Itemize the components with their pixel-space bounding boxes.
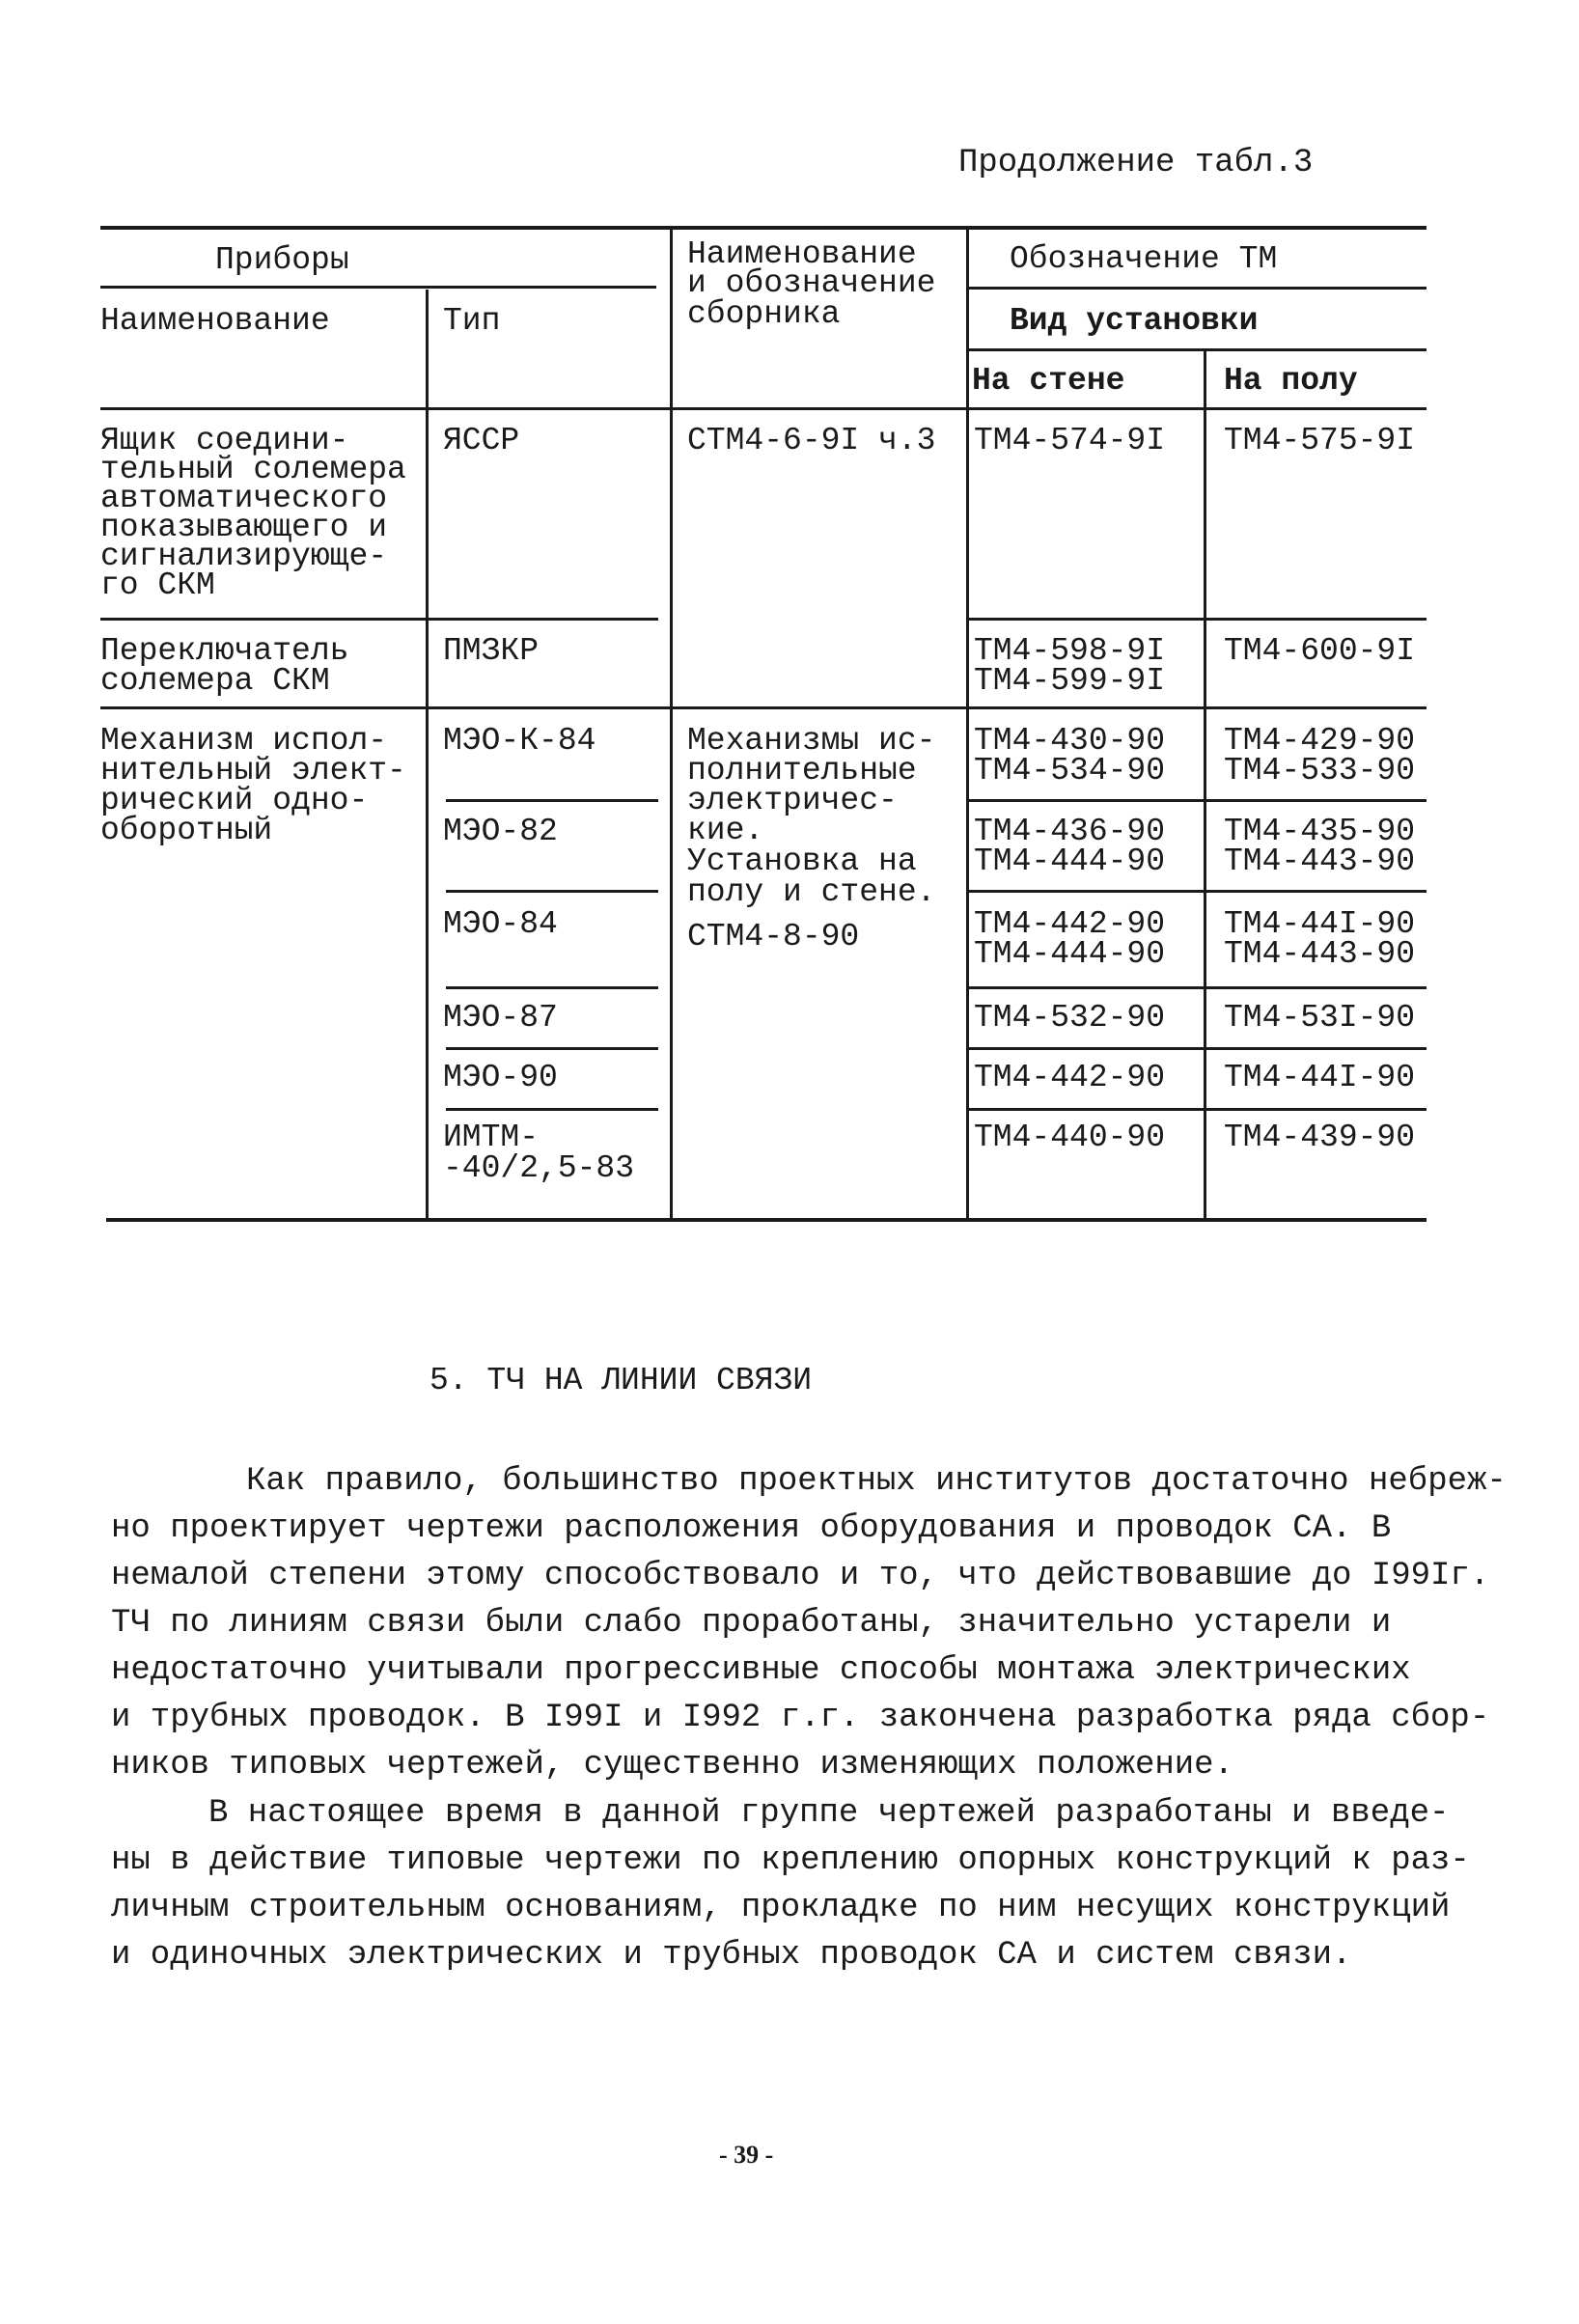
- sub6-wall: ТМ4-440-90: [974, 1120, 1166, 1155]
- row1-collection: СТМ4-6-9I ч.3: [687, 423, 936, 458]
- col-divider-type: [426, 290, 429, 1222]
- sub2-floor-1: ТМ4-435-90: [1224, 814, 1416, 849]
- row3-collection-5: Установка на: [687, 844, 917, 879]
- paragraph-line: Как правило, большинство проектных институтов достаточно небреж-: [246, 1463, 1507, 1500]
- row1-name-6: го СКМ: [100, 567, 215, 603]
- sub5-floor: ТМ4-44I-90: [1224, 1060, 1416, 1095]
- sub1-wall-1: ТМ4-430-90: [974, 723, 1166, 759]
- sub1-type: МЭО-К-84: [443, 723, 596, 759]
- sub3-wall-1: ТМ4-442-90: [974, 906, 1166, 942]
- sub3-type: МЭО-84: [443, 906, 558, 942]
- sub6-type-2: -40/2,5-83: [443, 1150, 635, 1186]
- row2-floor: ТМ4-600-9I: [1224, 633, 1416, 669]
- row2-name-2: солемера СКМ: [100, 663, 330, 699]
- sub2-wall-2: ТМ4-444-90: [974, 844, 1166, 879]
- row3-collection-3: электричес-: [687, 783, 898, 818]
- table-top-border: [100, 226, 1427, 230]
- row3-collection-4: кие.: [687, 813, 764, 848]
- paragraph-line: немалой степени этому способствовало и то, что действовавшие до I99Iг.: [111, 1558, 1490, 1594]
- sub6-floor: ТМ4-439-90: [1224, 1120, 1416, 1155]
- row2-wall-1: ТМ4-598-9I: [974, 633, 1166, 669]
- sub3-floor-1: ТМ4-44I-90: [1224, 906, 1416, 942]
- row2-name-1: Переключатель: [100, 633, 349, 669]
- sub4-wall: ТМ4-532-90: [974, 1000, 1166, 1036]
- sub-divider-2-type: [446, 890, 658, 893]
- row1-type: ЯССР: [443, 423, 520, 458]
- paragraph-line: и трубных проводок. В I99I и I992 г.г. закончена разработка ряда сбор-: [111, 1700, 1490, 1736]
- row3-collection-6: полу и стене.: [687, 874, 936, 910]
- col-divider-tm: [966, 226, 969, 1222]
- header-collection-1: Наименование: [687, 236, 917, 272]
- header-divider-devices: [100, 286, 656, 289]
- header-mount: Вид установки: [1010, 303, 1259, 339]
- header-divider-tm: [967, 287, 1427, 290]
- row1-name-3: автоматического: [100, 481, 388, 516]
- row3-collection-1: Механизмы ис-: [687, 723, 936, 759]
- sub-divider-4-type: [446, 1047, 658, 1050]
- row3-name-3: рический одно-: [100, 783, 369, 818]
- row1-name-4: показывающего и: [100, 510, 388, 545]
- sub-divider-4-tm: [967, 1047, 1427, 1050]
- sub-divider-3-tm: [967, 986, 1427, 989]
- paragraph-line: ников типовых чертежей, существенно изменяющих положение.: [111, 1747, 1233, 1784]
- col-divider-collection: [670, 226, 673, 1222]
- paragraph-line: недостаточно учитывали прогрессивные способы монтажа электрических: [111, 1652, 1411, 1689]
- header-floor: На полу: [1224, 363, 1358, 399]
- sub1-floor-2: ТМ4-533-90: [1224, 753, 1416, 788]
- sub4-type: МЭО-87: [443, 1000, 558, 1036]
- row2-wall-2: ТМ4-599-9I: [974, 663, 1166, 699]
- header-type: Тип: [443, 303, 501, 339]
- row1-floor: ТМ4-575-9I: [1224, 423, 1416, 458]
- col-divider-floor: [1204, 348, 1206, 1222]
- header-bottom-border: [100, 407, 1427, 410]
- paragraph-line: и одиночных электрических и трубных проводок СА и систем связи.: [111, 1937, 1352, 1974]
- sub2-wall-1: ТМ4-436-90: [974, 814, 1166, 849]
- row-divider-1: [100, 618, 658, 621]
- header-devices: Приборы: [215, 242, 349, 278]
- sub-divider-2-tm: [967, 890, 1427, 893]
- sub2-type: МЭО-82: [443, 814, 558, 849]
- row3-name-4: оборотный: [100, 813, 273, 848]
- sub3-wall-2: ТМ4-444-90: [974, 936, 1166, 972]
- header-name: Наименование: [100, 303, 330, 339]
- sub1-floor-1: ТМ4-429-90: [1224, 723, 1416, 759]
- sub-divider-5-type: [446, 1108, 658, 1111]
- section-title: 5. ТЧ НА ЛИНИИ СВЯЗИ: [429, 1363, 813, 1398]
- sub2-floor-2: ТМ4-443-90: [1224, 844, 1416, 879]
- paragraph-line: личным строительным основаниям, прокладке по ним несущих конструкций: [111, 1890, 1451, 1926]
- sub-divider-5-tm: [967, 1108, 1427, 1111]
- row3-collection-7: СТМ4-8-90: [687, 919, 860, 954]
- sub1-wall-2: ТМ4-534-90: [974, 753, 1166, 788]
- table-caption: Продолжение табл.3: [958, 145, 1314, 181]
- row3-collection-2: полнительные: [687, 753, 917, 788]
- sub-divider-3-type: [446, 986, 658, 989]
- header-tm: Обозначение ТМ: [1010, 241, 1278, 277]
- sub3-floor-2: ТМ4-443-90: [1224, 936, 1416, 972]
- row1-name-5: сигнализирующе-: [100, 539, 388, 574]
- header-collection-3: сборника: [687, 296, 841, 332]
- row2-type: ПМЗКР: [443, 633, 540, 669]
- sub-divider-1-tm: [967, 799, 1427, 802]
- row1-name-2: тельный солемера: [100, 452, 406, 487]
- row-divider-2: [100, 706, 1427, 709]
- paragraph-line: ТЧ по линиям связи были слабо проработаны, значительно устарели и: [111, 1605, 1392, 1642]
- header-wall: На стене: [972, 363, 1125, 399]
- sub4-floor: ТМ4-53I-90: [1224, 1000, 1416, 1036]
- paragraph-line: В настоящее время в данной группе чертежей разработаны и введе-: [208, 1795, 1450, 1832]
- row1-name-1: Ящик соедини-: [100, 423, 349, 458]
- paragraph-line: но проектирует чертежи расположения оборудования и проводок СА. В: [111, 1510, 1392, 1547]
- table-bottom-border: [106, 1218, 1427, 1222]
- page-number: - 39 -: [719, 2141, 774, 2169]
- sub5-type: МЭО-90: [443, 1060, 558, 1095]
- row-divider-1-tm: [967, 618, 1427, 621]
- sub-divider-1-type: [446, 799, 658, 802]
- sub5-wall: ТМ4-442-90: [974, 1060, 1166, 1095]
- header-collection-2: и обозначение: [687, 265, 936, 301]
- row1-wall: ТМ4-574-9I: [974, 423, 1166, 458]
- header-divider-mount: [967, 348, 1427, 351]
- sub6-type-1: ИМТМ-: [443, 1120, 540, 1155]
- row3-name-2: нительный элект-: [100, 753, 406, 788]
- paragraph-line: ны в действие типовые чертежи по креплению опорных конструкций к раз-: [111, 1842, 1470, 1879]
- row3-name-1: Механизм испол-: [100, 723, 388, 759]
